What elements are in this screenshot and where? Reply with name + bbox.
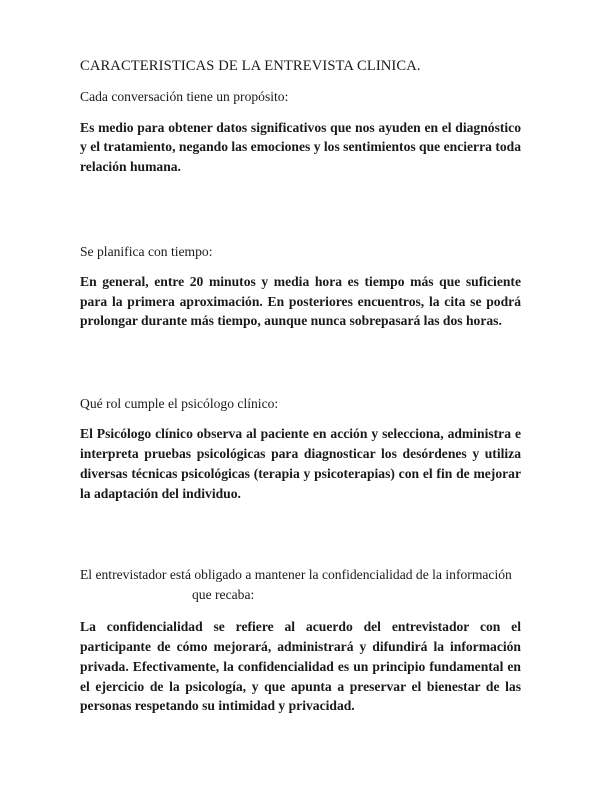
section-spacer (80, 331, 521, 395)
heading-line-one: El entrevistador está obligado a mantener la confidencialidad de la (80, 567, 442, 583)
section-body-confidentiality: La confidencialidad se refiere al acuerdo del entrevistador con el participante de cómo mejorará, administrará y difundirá la información privada. Efectivamente, la confidencialidad es un principio fundamental en el ejercicio de la psicología, y que apunta a preservar el bienestar de las personas respetando su intimidad y privacidad. (80, 619, 521, 714)
section-body-purpose: Es medio para obtener datos significativos que nos ayuden en el diagnóstico y el tratamiento, negando las emociones y los sentimientos que encierra toda relación humana. (80, 119, 521, 175)
section-heading-purpose: Cada conversación tiene un propósito: (80, 89, 289, 105)
document-title: CARACTERISTICAS DE LA ENTREVISTA CLINICA. (80, 58, 421, 74)
section-body-psychologist-role: El Psicólogo clínico observa al paciente en acción y selecciona, administra e interpreta pruebas psicológicas para diagnosticar los desórdenes y utiliza diversas técnicas psicológicas (terapia y psicoterapias) con el fin de mejorar la adaptación del individuo. (80, 426, 521, 501)
heading-line-two-part-two: que recaba: (192, 587, 255, 603)
document-body (80, 57, 521, 716)
section-heading-confidentiality (80, 565, 521, 605)
section-purpose (80, 88, 521, 176)
heading-line-two-part-one: información (445, 567, 512, 583)
section-spacer (80, 177, 521, 243)
section-body-planning: En general, entre 20 minutos y media hora es tiempo más que suficiente para la primera aproximación. En posteriores encuentros, la cita se podrá prolongar durante más tiempo, aunque nunca sobrepasará las dos horas. (80, 273, 521, 329)
section-planning (80, 243, 521, 331)
section-psychologist-role (80, 395, 521, 503)
section-heading-planning: Se planifica con tiempo: (80, 243, 213, 259)
section-heading-psychologist-role: Qué rol cumple el psicólogo clínico: (80, 396, 279, 412)
section-spacer (80, 503, 521, 565)
section-confidentiality (80, 565, 521, 716)
